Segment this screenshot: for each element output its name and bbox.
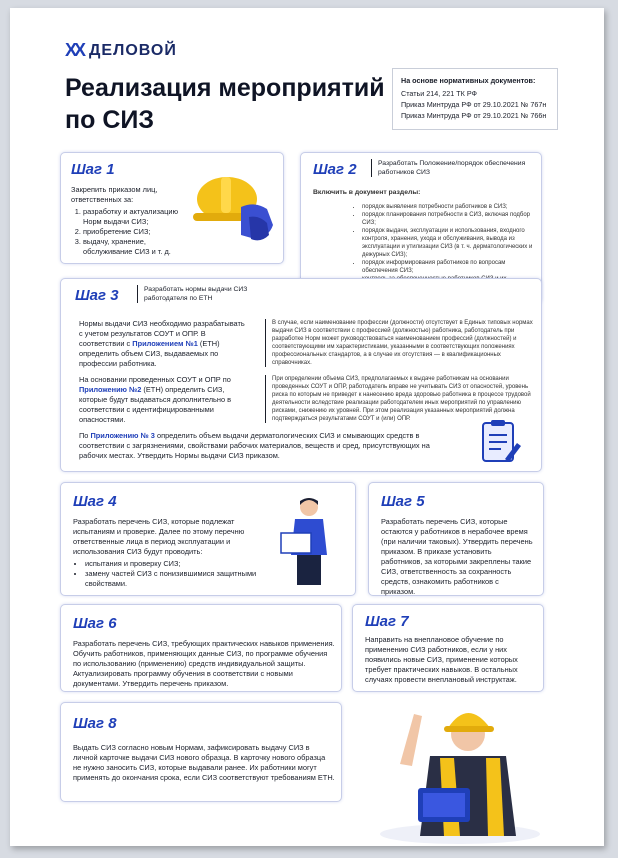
helmet-gloves-illustration	[189, 163, 281, 247]
construction-worker-illustration	[360, 684, 560, 844]
clip-icon	[491, 420, 505, 426]
text-fragment: Нормы выдачи СИЗ необходимо разрабатывать с учетом результатов СОУТ и ОПР. В соответствии с	[79, 319, 245, 348]
basis-item: Приказ Минтруда РФ от 29.10.2021 № 767н	[401, 100, 547, 109]
worker-legs-icon	[297, 555, 321, 585]
appendix-1-link[interactable]: Приложением №1	[132, 339, 198, 348]
hard-hat-icon	[448, 713, 490, 728]
step4-text	[73, 517, 259, 589]
normative-basis-box	[392, 68, 558, 130]
step1-card	[60, 152, 284, 264]
appendix-2-link[interactable]: Приложению №2	[79, 385, 142, 394]
list-item: • испытания и проверку СИЗ;	[85, 559, 259, 569]
text-fragment: По	[79, 431, 91, 440]
basis-item: Приказ Минтруда РФ от 29.10.2021 № 766н	[401, 111, 547, 120]
step5-card	[368, 482, 544, 596]
appendix-3-link[interactable]: Приложению № 3	[90, 431, 155, 440]
step5-label: Шаг 5	[381, 493, 425, 510]
step8-label: Шаг 8	[73, 715, 117, 732]
list-item: • порядок планирования потребности в СИЗ, включая подбор СИЗ;	[362, 211, 533, 227]
step1-intro: Закрепить приказом лиц, ответственных за:	[71, 185, 158, 204]
logo	[65, 40, 177, 61]
step3-note-2: При определении объема СИЗ, предполагаемых к выдаче работникам на основании проведенных СОУТ и ОПР, работодатель вправе не учитывать СИЗ от опасностей, уровень риска по которым не приведет к нанесению вреда здоровью работника в процессе трудовой деятельности вследствие реализации работодателем иных мероприятий по управлению рисками, снижению их уровней. При этом реализация указанных мероприятий должна подтверждаться результатами СОУТ и (или) ОПР.	[265, 375, 534, 423]
step2-subtitle: Разработать Положение/порядок обеспечения работников СИЗ	[371, 159, 528, 177]
list-item: 2. приобретение СИЗ;	[83, 227, 191, 237]
clipboard-illustration	[475, 419, 525, 465]
step3-paragraph-1	[79, 319, 247, 369]
step3-paragraph-3	[79, 431, 449, 461]
helmet-ridge-icon	[221, 177, 231, 213]
logo-text: ДЕЛОВОЙ	[89, 41, 177, 59]
list-item: • порядок выдачи, эксплуатации и использования, входного контроля, хранения, ухода и обслуживания, вывода из эксплуатации и утилизации СИЗ (в т. ч. дерматологических и дежурных СИЗ);	[362, 227, 533, 259]
step4-card	[60, 482, 356, 596]
text-fragment: (ЕТН) определить СИЗ, которые будут выдаваться дополнительно в соответствии с идентифицированными опасностями.	[79, 385, 232, 424]
step3-paragraph-2	[79, 375, 247, 425]
step4-intro: Разработать перечень СИЗ, которые подлежат испытаниям и проверке. Далее по этому перечню ответственные лица в период эксплуатации и использования СИЗ будут проводить:	[73, 517, 245, 556]
step3-note-1: В случае, если наименование профессии (должности) отсутствует в Единых типовых нормах выдачи СИЗ в соответствии с профессией (должностью) работника, работодатель при разработке Норм может руководствоваться наименованием профессий (должностей) и соответствующими им характеристиками, указанными в соответствующих положениях профессиональных стандартов, а в случае их отсутствия — в квалификационных справочниках.	[265, 319, 534, 367]
worker-with-document-illustration	[267, 493, 351, 589]
step1-label: Шаг 1	[71, 161, 115, 178]
logo-mark-icon: XX	[65, 40, 84, 60]
step2-label: Шаг 2	[313, 161, 357, 178]
list-item: 1. разработку и актуализацию Норм выдачи СИЗ;	[83, 207, 191, 227]
text-fragment: На основании проведенных СОУТ и ОПР по	[79, 375, 231, 384]
step8-text: Выдать СИЗ согласно новым Нормам, зафиксировать выдачу СИЗ в личной карточке выдачи СИЗ нового образца. В карточку нового образца не нужно заносить СИЗ, которые выдавали ранее. Их работники могут применять до окончания срока, если СИЗ соответствуют требованиям ЕТН.	[73, 743, 335, 782]
list-item: 3. выдачу, хранение, обслуживание СИЗ и т. д.	[83, 237, 191, 257]
basis-heading: На основе нормативных документов:	[401, 76, 536, 85]
step5-text: Разработать перечень СИЗ, которые остаются у работников в нерабочее время (при наличии таковых). Утвердить перечень приказом. В приказе установить работников, за которыми закреплены такие СИЗ, ответственность за сохранность средств, ознакомить работников с приказом.	[381, 517, 533, 596]
step3-card	[60, 278, 542, 472]
page-title: Реализация мероприятий по СИЗ	[65, 74, 385, 134]
step2-include: Включить в документ разделы:	[313, 189, 421, 196]
hard-hat-brim-icon	[444, 726, 494, 732]
step7-text: Направить на внеплановое обучение по применению СИЗ работников, если у них появились новые СИЗ, применение которых требует практических навыков. В остальных случаях провести внеплановый инструктаж.	[365, 635, 518, 684]
poster-sheet	[10, 8, 604, 846]
step6-text: Разработать перечень СИЗ, требующих практических навыков применения. Обучить работников, применяющих данные СИЗ, по программе обучения по использованию (применению) средств индивидуальной защиты. Актуализировать программу обучения в соответствии с новыми документами. Утвердить перечень приказом.	[73, 639, 335, 688]
list-item: • порядок информирования работников по вопросам обеспечения СИЗ;	[362, 259, 533, 275]
step6-card	[60, 604, 342, 692]
step7-card	[352, 604, 544, 692]
step8-card	[60, 702, 342, 802]
step1-text	[71, 185, 191, 257]
worker-raised-arm-icon	[400, 714, 422, 766]
step3-label: Шаг 3	[75, 287, 119, 304]
step7-label: Шаг 7	[365, 613, 409, 630]
step3-subtitle: Разработать нормы выдачи СИЗ работодателя по ЕТН	[137, 285, 284, 303]
list-item: • замену частей СИЗ с понизившимися защитными свойствами.	[85, 569, 259, 589]
step6-label: Шаг 6	[73, 615, 117, 632]
basis-item: Статьи 214, 221 ТК РФ	[401, 89, 478, 98]
step4-label: Шаг 4	[73, 493, 117, 510]
laptop-screen-icon	[423, 793, 465, 817]
text-fragment: определить объем выдачи дерматологических СИЗ и смывающих средств в соответствии с загрязнениями, свойствами рабочих материалов, веществ и сред, присутствующих на рабочих местах. Утвердить Нормы выдачи СИЗ приказом.	[79, 431, 430, 460]
document-icon	[281, 533, 311, 553]
text-fragment: (ЕТН) определить объем СИЗ, выдаваемых по профессии работника.	[79, 339, 220, 368]
list-item: • порядок выявления потребности работников в СИЗ;	[362, 203, 533, 211]
